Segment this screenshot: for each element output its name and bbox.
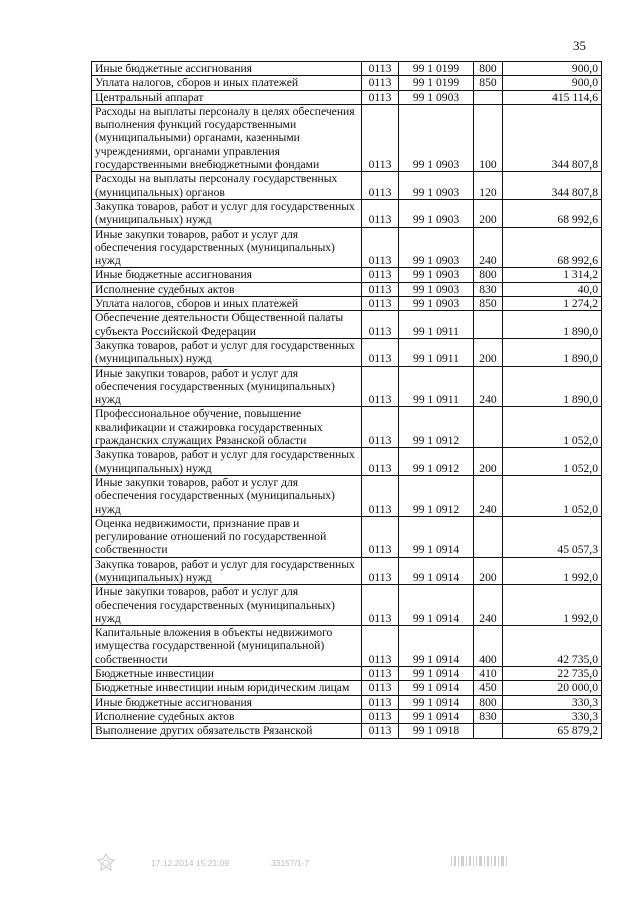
row-name-cell: Закупка товаров, работ и услуг для государственных (муниципальных) нужд <box>92 199 362 227</box>
row-name-cell: Бюджетные инвестиции иным юридическим лицам <box>92 681 362 695</box>
row-expense-type-cell: 830 <box>474 709 503 723</box>
row-section-cell: 0113 <box>362 695 399 709</box>
table-row <box>92 104 602 171</box>
row-expense-type-cell: 830 <box>474 282 503 296</box>
row-amount-cell: 1 052,0 <box>503 407 602 448</box>
row-amount-cell: 1 052,0 <box>503 475 602 516</box>
row-expense-type-cell: 410 <box>474 667 503 681</box>
row-target-article-cell: 99 1 0914 <box>399 626 474 667</box>
row-expense-type-cell: 200 <box>474 557 503 585</box>
table-row <box>92 709 602 723</box>
row-section-cell: 0113 <box>362 297 399 311</box>
row-section-cell: 0113 <box>362 366 399 407</box>
row-name-cell: Выполнение других обязательств Рязанской <box>92 724 362 738</box>
row-name-cell: Иные закупки товаров, работ и услуг для обеспечения государственных (муниципальных) нужд <box>92 475 362 516</box>
row-section-cell: 0113 <box>362 268 399 282</box>
table-row <box>92 268 602 282</box>
row-expense-type-cell: 200 <box>474 338 503 366</box>
row-amount-cell: 1 992,0 <box>503 585 602 626</box>
row-section-cell: 0113 <box>362 227 399 268</box>
row-amount-cell: 20 000,0 <box>503 681 602 695</box>
table-row <box>92 557 602 585</box>
row-section-cell: 0113 <box>362 311 399 339</box>
row-target-article-cell: 99 1 0903 <box>399 268 474 282</box>
row-section-cell: 0113 <box>362 681 399 695</box>
row-expense-type-cell: 800 <box>474 695 503 709</box>
table-row <box>92 76 602 90</box>
barcode-icon <box>451 854 509 868</box>
row-expense-type-cell <box>474 724 503 738</box>
table-row <box>92 448 602 476</box>
row-target-article-cell: 99 1 0903 <box>399 282 474 296</box>
row-amount-cell: 900,0 <box>503 62 602 76</box>
row-amount-cell: 330,3 <box>503 709 602 723</box>
table-row <box>92 724 602 738</box>
row-expense-type-cell: 240 <box>474 475 503 516</box>
row-amount-cell: 22 735,0 <box>503 667 602 681</box>
row-section-cell: 0113 <box>362 282 399 296</box>
row-section-cell: 0113 <box>362 448 399 476</box>
row-expense-type-cell: 240 <box>474 227 503 268</box>
row-expense-type-cell <box>474 407 503 448</box>
table-row <box>92 366 602 407</box>
row-name-cell: Иные закупки товаров, работ и услуг для обеспечения государственных (муниципальных) нужд <box>92 585 362 626</box>
row-section-cell: 0113 <box>362 199 399 227</box>
row-target-article-cell: 99 1 0914 <box>399 709 474 723</box>
row-expense-type-cell: 800 <box>474 62 503 76</box>
row-name-cell: Закупка товаров, работ и услуг для государственных (муниципальных) нужд <box>92 338 362 366</box>
row-name-cell: Профессиональное обучение, повышение квалификации и стажировка государственных гражданских служащих Рязанской области <box>92 407 362 448</box>
row-name-cell: Исполнение судебных актов <box>92 709 362 723</box>
table-row <box>92 626 602 667</box>
table-row <box>92 311 602 339</box>
row-target-article-cell: 99 1 0199 <box>399 76 474 90</box>
row-section-cell: 0113 <box>362 667 399 681</box>
row-section-cell: 0113 <box>362 407 399 448</box>
table-row <box>92 695 602 709</box>
footer-timestamp: 17.12.2014 15:21:09 <box>151 858 229 868</box>
table-row <box>92 282 602 296</box>
row-name-cell: Иные закупки товаров, работ и услуг для обеспечения государственных (муниципальных) нужд <box>92 227 362 268</box>
row-amount-cell: 1 314,2 <box>503 268 602 282</box>
row-target-article-cell: 99 1 0911 <box>399 338 474 366</box>
row-expense-type-cell: 200 <box>474 448 503 476</box>
row-target-article-cell: 99 1 0903 <box>399 172 474 200</box>
table-row <box>92 475 602 516</box>
row-name-cell: Закупка товаров, работ и услуг для государственных (муниципальных) нужд <box>92 448 362 476</box>
table-row <box>92 227 602 268</box>
row-name-cell: Иные бюджетные ассигнования <box>92 268 362 282</box>
table-row <box>92 338 602 366</box>
table-row <box>92 667 602 681</box>
row-amount-cell: 344 807,8 <box>503 104 602 171</box>
row-amount-cell: 1 890,0 <box>503 338 602 366</box>
row-section-cell: 0113 <box>362 709 399 723</box>
budget-table <box>91 61 602 739</box>
row-expense-type-cell: 240 <box>474 585 503 626</box>
row-expense-type-cell: 850 <box>474 76 503 90</box>
row-amount-cell: 900,0 <box>503 76 602 90</box>
row-amount-cell: 415 114,6 <box>503 90 602 104</box>
row-amount-cell: 42 735,0 <box>503 626 602 667</box>
row-section-cell: 0113 <box>362 76 399 90</box>
row-target-article-cell: 99 1 0914 <box>399 585 474 626</box>
row-expense-type-cell <box>474 90 503 104</box>
row-section-cell: 0113 <box>362 62 399 76</box>
row-expense-type-cell: 800 <box>474 268 503 282</box>
row-target-article-cell: 99 1 0903 <box>399 104 474 171</box>
footer-document-id: 33157/1-7 <box>271 858 310 868</box>
row-target-article-cell: 99 1 0912 <box>399 475 474 516</box>
row-expense-type-cell: 450 <box>474 681 503 695</box>
row-target-article-cell: 99 1 0914 <box>399 681 474 695</box>
row-amount-cell: 1 890,0 <box>503 311 602 339</box>
row-target-article-cell: 99 1 0903 <box>399 227 474 268</box>
row-target-article-cell: 99 1 0914 <box>399 516 474 557</box>
row-section-cell: 0113 <box>362 475 399 516</box>
page-number: 35 <box>573 38 586 53</box>
emblem-icon <box>95 852 117 874</box>
row-expense-type-cell: 120 <box>474 172 503 200</box>
row-amount-cell: 1 992,0 <box>503 557 602 585</box>
document-footer <box>95 852 595 882</box>
row-target-article-cell: 99 1 0918 <box>399 724 474 738</box>
row-amount-cell: 330,3 <box>503 695 602 709</box>
row-target-article-cell: 99 1 0903 <box>399 199 474 227</box>
row-amount-cell: 344 807,8 <box>503 172 602 200</box>
row-target-article-cell: 99 1 0911 <box>399 366 474 407</box>
row-amount-cell: 40,0 <box>503 282 602 296</box>
row-name-cell: Расходы на выплаты персоналу в целях обеспечения выполнения функций государственными (муниципальными) органами, казенными учреждениями, органами управления государственными внебюджетными фондами <box>92 104 362 171</box>
row-name-cell: Уплата налогов, сборов и иных платежей <box>92 76 362 90</box>
row-name-cell: Закупка товаров, работ и услуг для государственных (муниципальных) нужд <box>92 557 362 585</box>
row-target-article-cell: 99 1 0912 <box>399 448 474 476</box>
row-section-cell: 0113 <box>362 172 399 200</box>
row-target-article-cell: 99 1 0914 <box>399 667 474 681</box>
row-section-cell: 0113 <box>362 90 399 104</box>
table-row <box>92 585 602 626</box>
row-amount-cell: 65 879,2 <box>503 724 602 738</box>
table-row <box>92 172 602 200</box>
table-row <box>92 297 602 311</box>
row-target-article-cell: 99 1 0912 <box>399 407 474 448</box>
row-expense-type-cell: 200 <box>474 199 503 227</box>
row-target-article-cell: 99 1 0914 <box>399 557 474 585</box>
row-name-cell: Центральный аппарат <box>92 90 362 104</box>
table-row <box>92 516 602 557</box>
row-name-cell: Исполнение судебных актов <box>92 282 362 296</box>
row-name-cell: Оценка недвижимости, признание прав и регулирование отношений по государственной собственности <box>92 516 362 557</box>
row-target-article-cell: 99 1 0914 <box>399 695 474 709</box>
row-section-cell: 0113 <box>362 338 399 366</box>
row-amount-cell: 1 890,0 <box>503 366 602 407</box>
table-row <box>92 62 602 76</box>
row-name-cell: Уплата налогов, сборов и иных платежей <box>92 297 362 311</box>
row-section-cell: 0113 <box>362 585 399 626</box>
row-section-cell: 0113 <box>362 626 399 667</box>
row-expense-type-cell: 400 <box>474 626 503 667</box>
row-expense-type-cell: 850 <box>474 297 503 311</box>
row-target-article-cell: 99 1 0199 <box>399 62 474 76</box>
row-name-cell: Иные закупки товаров, работ и услуг для обеспечения государственных (муниципальных) нужд <box>92 366 362 407</box>
row-expense-type-cell: 100 <box>474 104 503 171</box>
row-section-cell: 0113 <box>362 557 399 585</box>
row-name-cell: Расходы на выплаты персоналу государственных (муниципальных) органов <box>92 172 362 200</box>
row-name-cell: Капитальные вложения в объекты недвижимого имущества государственной (муниципальной) собственности <box>92 626 362 667</box>
table-row <box>92 407 602 448</box>
row-section-cell: 0113 <box>362 724 399 738</box>
row-target-article-cell: 99 1 0903 <box>399 297 474 311</box>
row-section-cell: 0113 <box>362 104 399 171</box>
row-amount-cell: 68 992,6 <box>503 227 602 268</box>
row-name-cell: Иные бюджетные ассигнования <box>92 62 362 76</box>
row-expense-type-cell <box>474 311 503 339</box>
row-amount-cell: 45 057,3 <box>503 516 602 557</box>
budget-table-body <box>92 62 602 739</box>
table-row <box>92 681 602 695</box>
row-section-cell: 0113 <box>362 516 399 557</box>
row-expense-type-cell <box>474 516 503 557</box>
table-row <box>92 199 602 227</box>
row-name-cell: Бюджетные инвестиции <box>92 667 362 681</box>
row-target-article-cell: 99 1 0911 <box>399 311 474 339</box>
row-amount-cell: 1 274,2 <box>503 297 602 311</box>
row-name-cell: Обеспечение деятельности Общественной палаты субъекта Российской Федерации <box>92 311 362 339</box>
row-amount-cell: 68 992,6 <box>503 199 602 227</box>
row-expense-type-cell: 240 <box>474 366 503 407</box>
row-amount-cell: 1 052,0 <box>503 448 602 476</box>
row-name-cell: Иные бюджетные ассигнования <box>92 695 362 709</box>
row-target-article-cell: 99 1 0903 <box>399 90 474 104</box>
table-row <box>92 90 602 104</box>
